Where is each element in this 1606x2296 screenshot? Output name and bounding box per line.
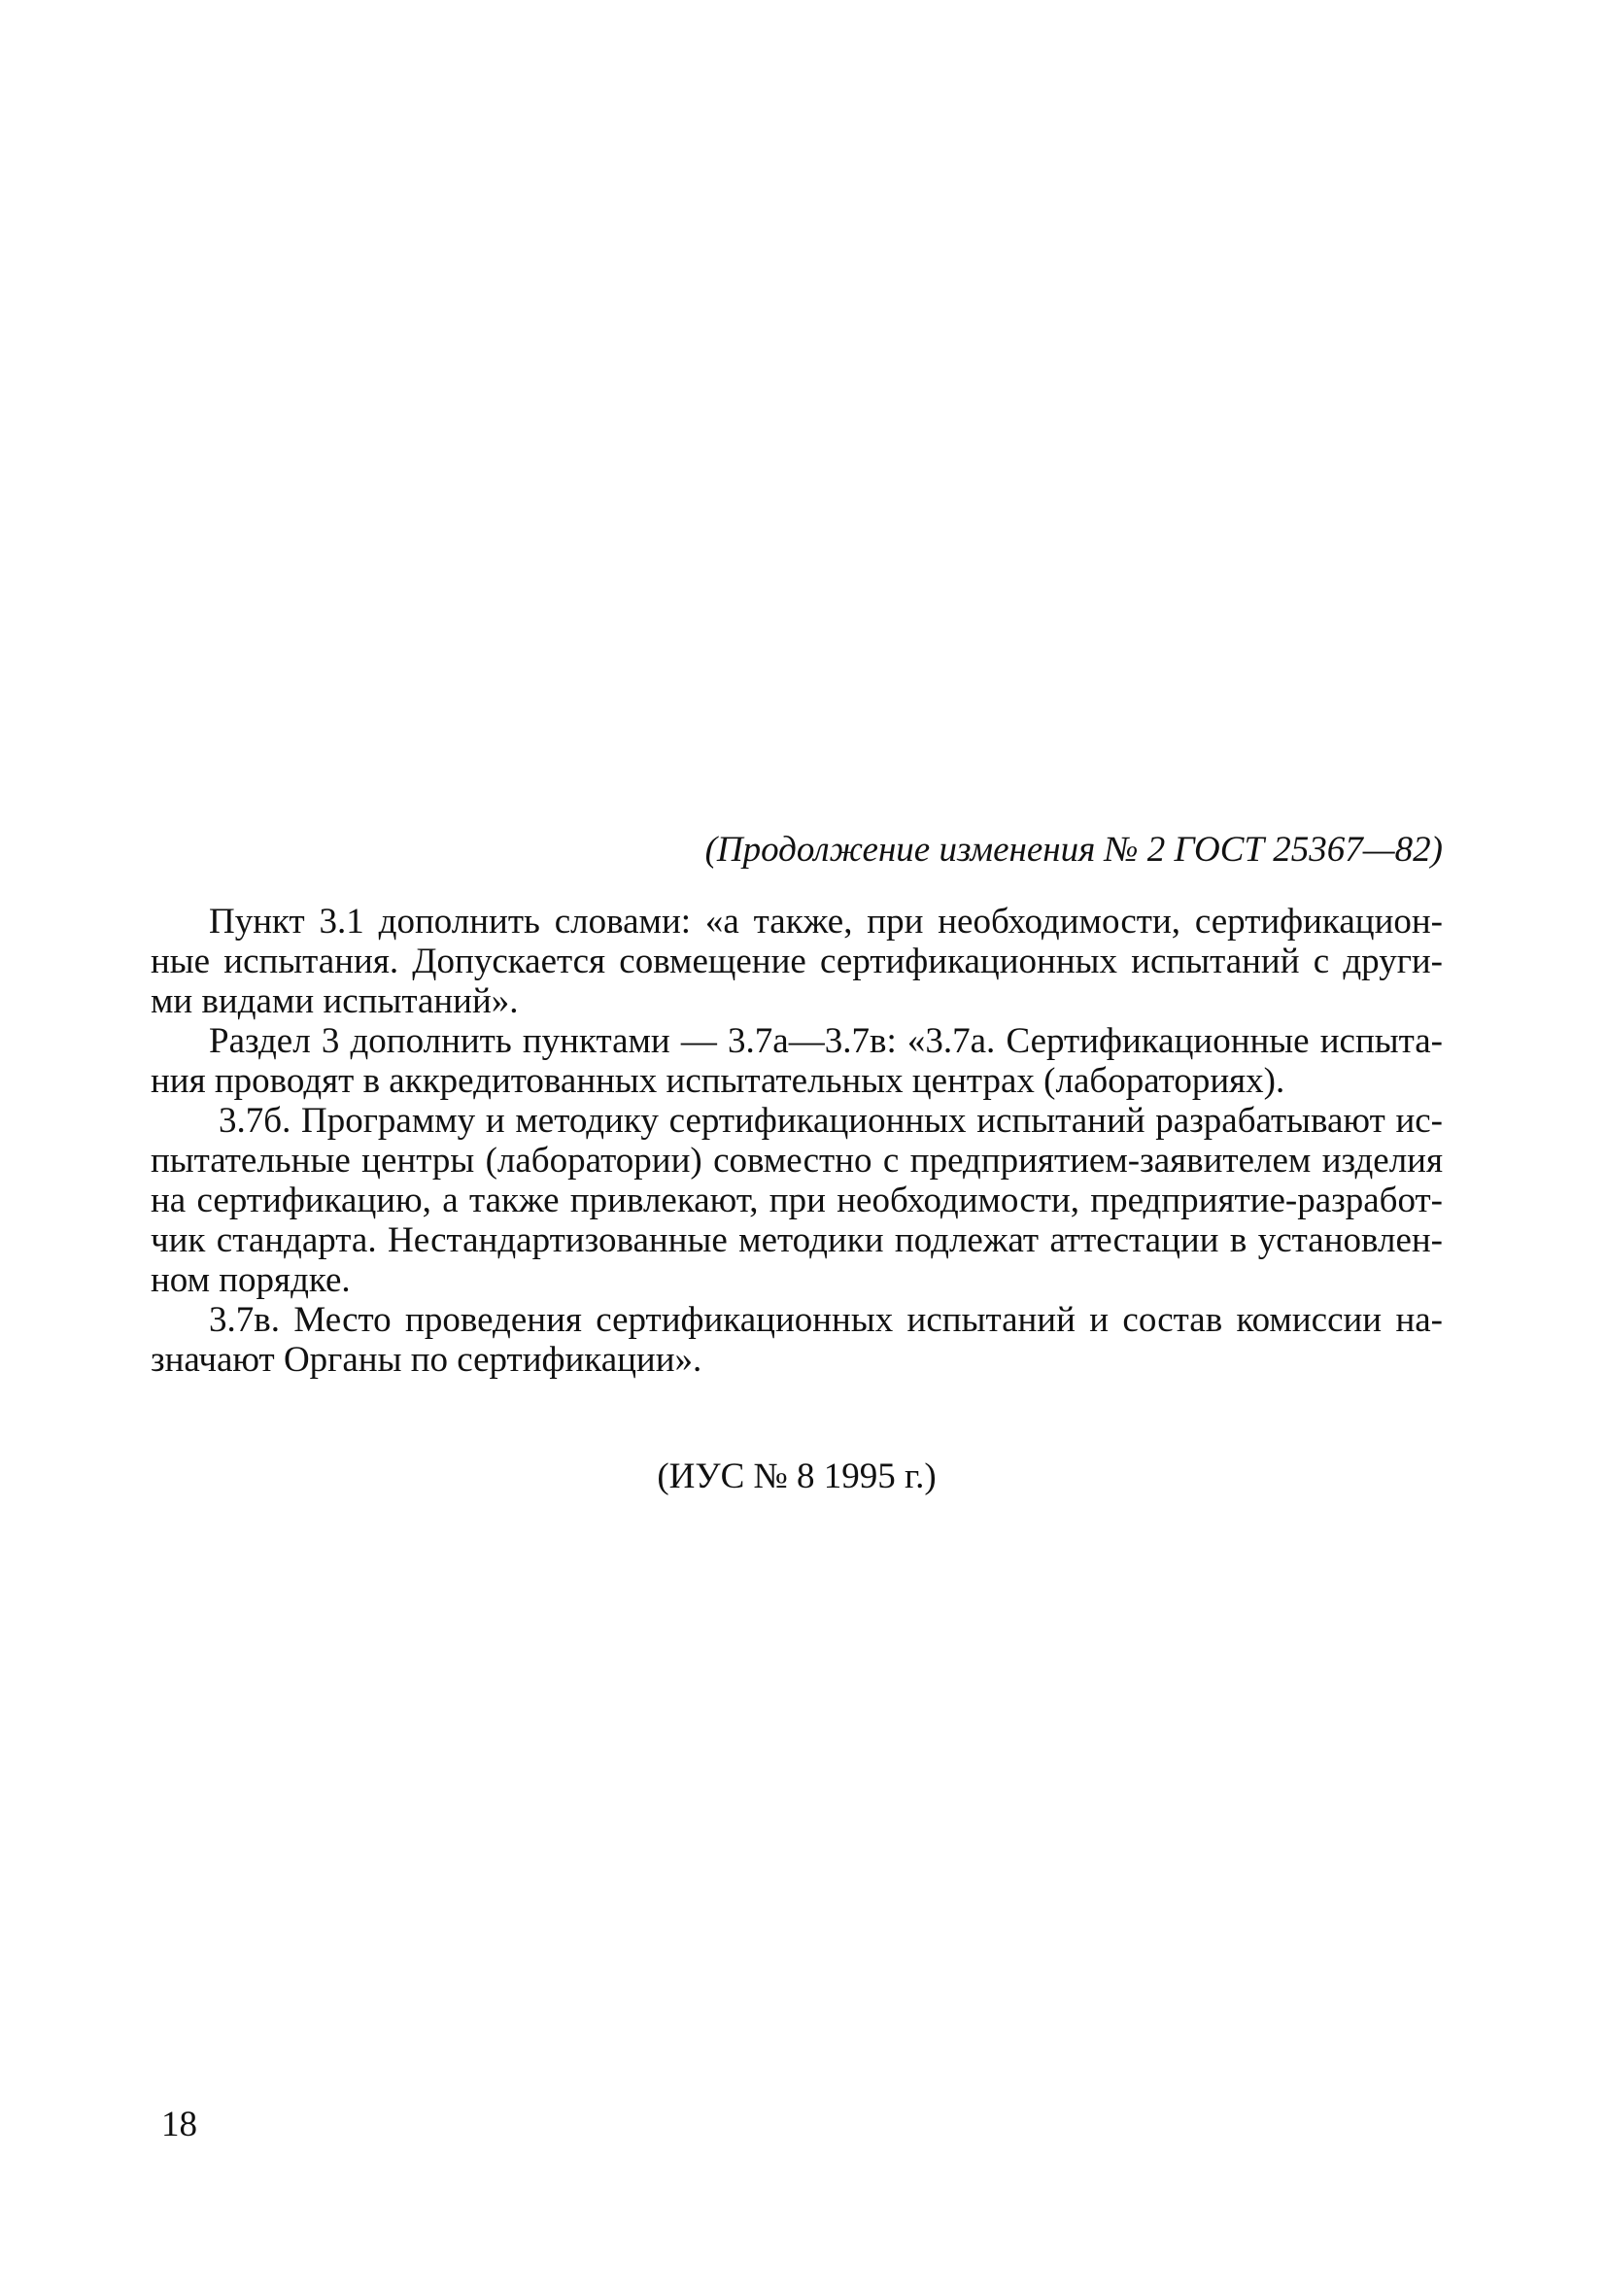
- text-line: 3.7б. Программу и методику сертификационных испытаний разрабатывают ис-: [219, 1101, 1443, 1141]
- paragraph-1: [151, 902, 1443, 1021]
- text-line: чик стандарта. Нестандартизованные методики подлежат аттестации в установлен-: [151, 1220, 1443, 1260]
- page-number: 18: [161, 2105, 197, 2144]
- text-line: Раздел 3 дополнить пунктами — 3.7а—3.7в: «3.7а. Сертификационные испыта-: [209, 1021, 1443, 1061]
- continuation-header: (Продолжение изменения № 2 ГОСТ 25367—82): [704, 830, 1443, 870]
- paragraph-4: [151, 1300, 1443, 1380]
- amendment-text: [151, 902, 1443, 1380]
- text-line: ния проводят в аккредитованных испытательных центрах (лабораториях).: [151, 1061, 1285, 1101]
- paragraph-2: [151, 1021, 1443, 1101]
- text-line: пытательные центры (лаборатории) совместно с предприятием-заявителем изделия: [151, 1141, 1443, 1181]
- text-line: ном порядке.: [151, 1260, 351, 1300]
- text-line: ми видами испытаний».: [151, 981, 519, 1021]
- text-line: на сертификацию, а также привлекают, при необходимости, предприятие-разработ-: [151, 1181, 1443, 1220]
- text-line: ные испытания. Допускается совмещение сертификационных испытаний с други-: [151, 942, 1443, 981]
- source-reference: (ИУС № 8 1995 г.): [657, 1456, 937, 1496]
- text-line: значают Органы по сертификации».: [151, 1340, 702, 1380]
- paragraph-3: [151, 1101, 1443, 1300]
- text-line: 3.7в. Место проведения сертификационных испытаний и состав комиссии на-: [209, 1300, 1443, 1340]
- text-line: Пункт 3.1 дополнить словами: «а также, при необходимости, сертификацион-: [209, 902, 1443, 942]
